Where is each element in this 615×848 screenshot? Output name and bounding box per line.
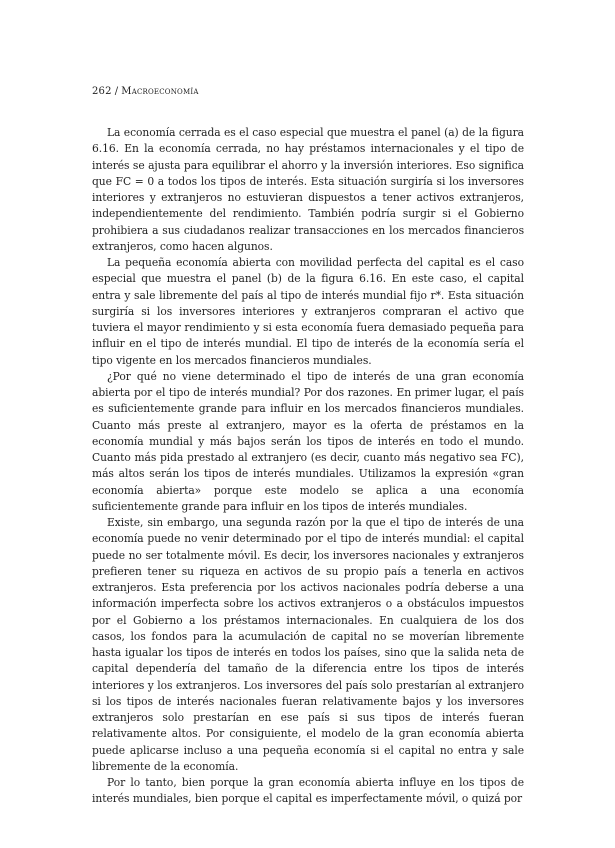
- page-number: 262: [92, 86, 112, 97]
- header-separator: /: [114, 86, 119, 97]
- paragraph-capital-mobility: Existe, sin embargo, una segunda razón por la que el tipo de interés de una economía puede no venir determinado por el tipo de interés mundial: el capital puede no ser totalmente móvil. Es decir, los inversores nacionales y extranjeros prefieren tener su riqueza en activos de su propio país a tenerla en activos extranjeros. Esta preferencia por los activos nacionales podría deberse a una información imperfecta sobre los activos extranjeros o a obstáculos impuestos por el Gobierno a los préstamos internacionales. En cualquiera de los dos casos, los fondos para la acumulación de capital no se moverían libremente hasta igualar los tipos de interés en todos los países, sino que la salida neta de capital dependería del tamaño de la diferencia entre los tipos de interés interiores y los extranjeros. Los inversores del país solo prestarían al extranjero si los tipos de interés nacionales fueran relativamente bajos y los inversores extranjeros solo prestarían en ese país si sus tipos de interés fueran relativamente altos. Por consiguiente, el modelo de la gran economía abierta puede aplicarse incluso a una pequeña economía si el capital no entra y sale libremente de la economía.: [92, 516, 524, 773]
- body-text: [92, 125, 524, 808]
- paragraph-large-open-economy: ¿Por qué no viene determinado el tipo de interés de una gran economía abierta por el tipo de interés mundial? Por dos razones. En primer lugar, el país es suficientemente grande para influir en los mercados financieros mundiales. Cuanto más preste al extranjero, mayor es la oferta de préstamos en la economía mundial y más bajos serán los tipos de interés en todo el mundo. Cuanto más pida prestado al extranjero (es decir, cuanto más negativo sea FC), más altos serán los tipos de interés mundiales. Utilizamos la expresión «gran economía abierta» porque este modelo se aplica a una economía suficientemente grande para influir en los tipos de interés mundiales.: [92, 369, 524, 513]
- running-header: [92, 85, 524, 99]
- paragraph-closed-economy: La economía cerrada es el caso especial que muestra el panel (a) de la figura 6.16. En la economía cerrada, no hay préstamos internacionales y el tipo de interés se ajusta para equilibrar el ahorro y la inversión interiores. Eso significa que FC = 0 a todos los tipos de interés. Esta situación surgiría si los inversores interiores y extranjeros no estuvieran dispuestos a tener activos extranjeros, independientemente del rendimiento. También podría surgir si el Gobierno prohibiera a sus ciudadanos realizar transacciones en los mercados financieros extranjeros, como hacen algunos.: [92, 126, 524, 253]
- paragraph-small-open-economy: La pequeña economía abierta con movilidad perfecta del capital es el caso especial que muestra el panel (b) de la figura 6.16. En este caso, el capital entra y sale libremente del país al tipo de interés mundial fijo r*. Esta situación surgiría si los inversores interiores y extranjeros compraran el activo que tuviera el mayor rendimiento y si esta economía fuera demasiado pequeña para influir en el tipo de interés mundial. El tipo de interés de la economía sería el tipo vigente en los mercados financieros mundiales.: [92, 256, 524, 367]
- paragraph-conclusion: Por lo tanto, bien porque la gran economía abierta influye en los tipos de interés mundiales, bien porque el capital es imperfectamente móvil, o quizá por: [92, 776, 524, 806]
- book-title: Macroeconomía: [121, 86, 199, 97]
- book-page: [92, 85, 524, 808]
